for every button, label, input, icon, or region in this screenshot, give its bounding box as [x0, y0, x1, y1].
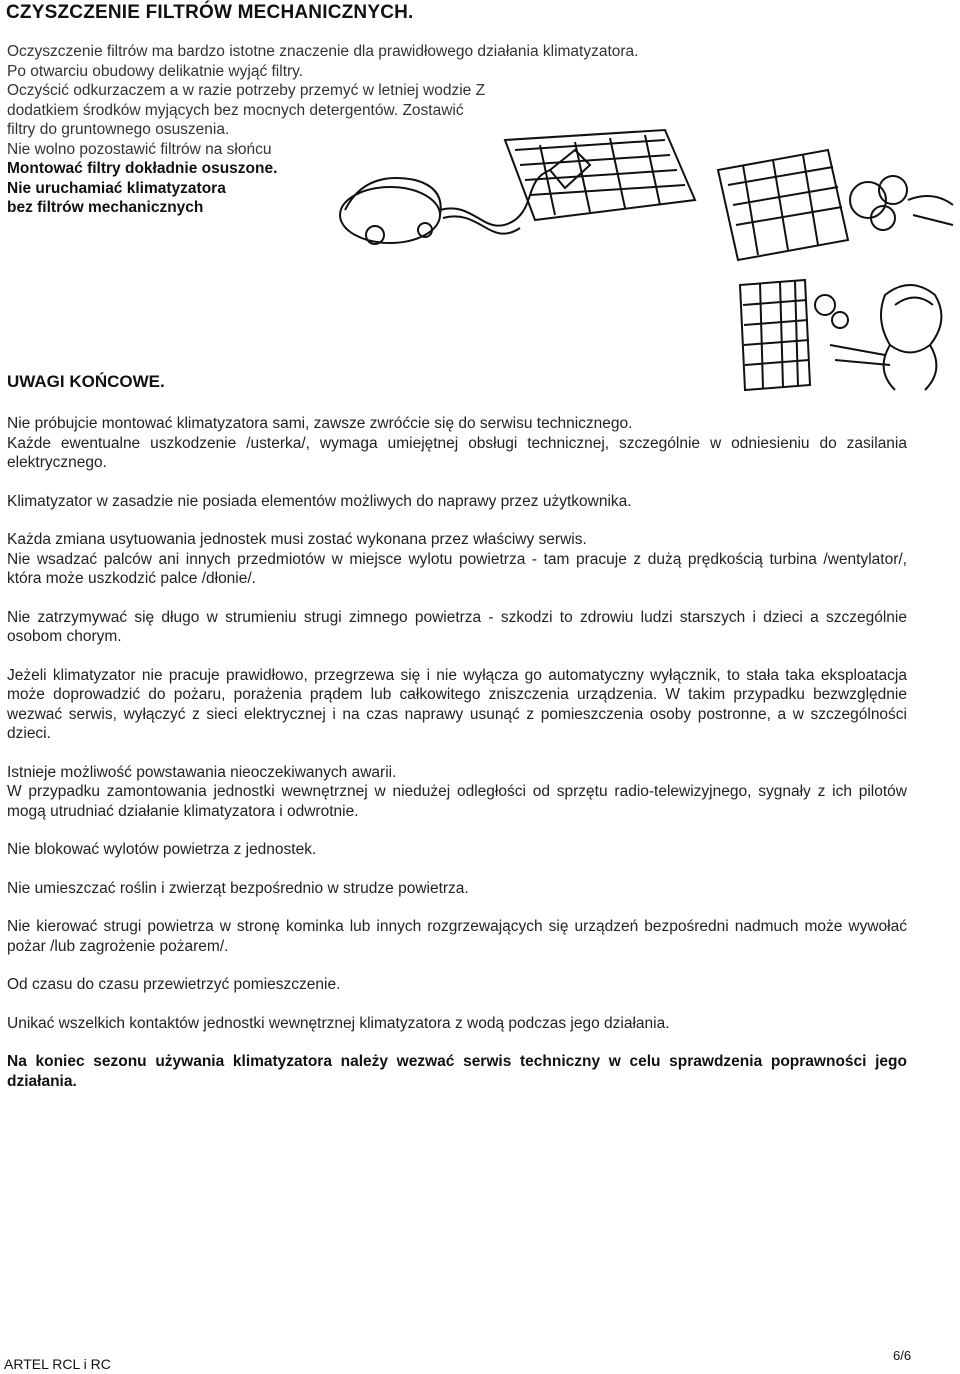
- child-washing-filter-icon: [735, 275, 960, 395]
- note: Od czasu do czasu przewietrzyć pomieszczenie.: [7, 976, 341, 993]
- note-text: Nie próbujcie montować klimatyzatora sami, zawsze zwróćcie się do serwisu technicznego.: [7, 415, 633, 432]
- intro-line: Oczyścić odkurzaczem a w razie potrzeby przemyć w letniej wodzie Z: [7, 82, 486, 99]
- blowing-filter-icon: [708, 130, 958, 270]
- page-title: CZYSZCZENIE FILTRÓW MECHANICZNYCH.: [6, 2, 414, 23]
- intro-bold-line: bez filtrów mechanicznych: [7, 199, 204, 216]
- intro-line: dodatkiem środków myjących bez mocnych detergentów. Zostawić: [7, 101, 464, 119]
- section-title: UWAGI KOŃCOWE.: [7, 372, 165, 391]
- note-text: Nie wsadzać palców ani innych przedmiotów w miejsce wylotu powietrza - tam pracuje z dużą prędkością turbina /wentylator/, która może uszkodzić palce /dłonie/.: [7, 550, 907, 587]
- intro-line: Oczyszczenie filtrów ma bardzo istotne znaczenie dla prawidłowego działania klimatyzatora.: [7, 43, 639, 60]
- note: [7, 763, 907, 822]
- note: [7, 530, 907, 589]
- intro-line: filtry do gruntownego osuszenia.: [7, 121, 230, 138]
- footer-model: ARTEL RCL i RC: [4, 1356, 111, 1372]
- note: Nie blokować wylotów powietrza z jednostek.: [7, 841, 317, 858]
- note: Nie umieszczać roślin i zwierząt bezpośrednio w strudze powietrza.: [7, 879, 469, 897]
- final-note: Na koniec sezonu używania klimatyzatora należy wezwać serwis techniczny w celu sprawdzenia poprawności jego działania.: [7, 1053, 907, 1090]
- note-text: Każda zmiana usytuowania jednostek musi zostać wykonana przez właściwy serwis.: [7, 531, 587, 548]
- intro-line: Nie wolno pozostawić filtrów na słońcu: [7, 140, 272, 158]
- note: Unikać wszelkich kontaktów jednostki wewnętrznej klimatyzatora z wodą podczas jego działania.: [7, 1014, 670, 1032]
- vacuum-cleaning-filter-icon: [335, 110, 705, 250]
- note-text: Każde ewentualne uszkodzenie /usterka/, wymaga umiejętnej obsługi technicznej, szczególnie w odniesieniu do zasilania elektrycznego.: [7, 434, 907, 471]
- final-notes: [7, 414, 907, 1110]
- intro-bold-line: Montować filtry dokładnie osuszone.: [7, 160, 278, 177]
- note: Klimatyzator w zasadzie nie posiada elementów możliwych do naprawy przez użytkownika.: [7, 492, 632, 510]
- note: Nie kierować strugi powietrza w stronę kominka lub innych rozgrzewających się urządzeń bezpośredni nadmuch może wywołać pożar /lub zagrożenie pożarem/.: [7, 918, 907, 955]
- note-text: Istnieje możliwość powstawania nieoczekiwanych awarii.: [7, 763, 397, 781]
- note: Nie zatrzymywać się długo w strumieniu strugi zimnego powietrza - szkodzi to zdrowiu ludzi starszych i dzieci a szczególnie osobom chorym.: [7, 608, 907, 645]
- page-number: 6/6: [893, 1348, 912, 1363]
- note: [7, 414, 907, 473]
- note-text: W przypadku zamontowania jednostki wewnętrznej w niedużej odległości od sprzętu radio-telewizyjnego, sygnały z ich pilotów mogą utrudniać działanie klimatyzatora i odwrotnie.: [7, 783, 907, 820]
- note: Jeżeli klimatyzator nie pracuje prawidłowo, przegrzewa się i nie wyłącza go automatyczny wyłącznik, to stała taka eksploatacja może doprowadzić do pożaru, porażenia prądem lub całkowitego zniszczenia urządzenia. W takim przypadku bezwzględnie wezwać serwis, wyłączyć z sieci elektrycznej i na czas naprawy usunąć z pomieszczenia osoby postronne, a w szczególności dzieci.: [7, 666, 907, 742]
- intro-bold-line: Nie uruchamiać klimatyzatora: [7, 179, 226, 197]
- intro-line: Po otwarciu obudowy delikatnie wyjąć filtry.: [7, 62, 304, 80]
